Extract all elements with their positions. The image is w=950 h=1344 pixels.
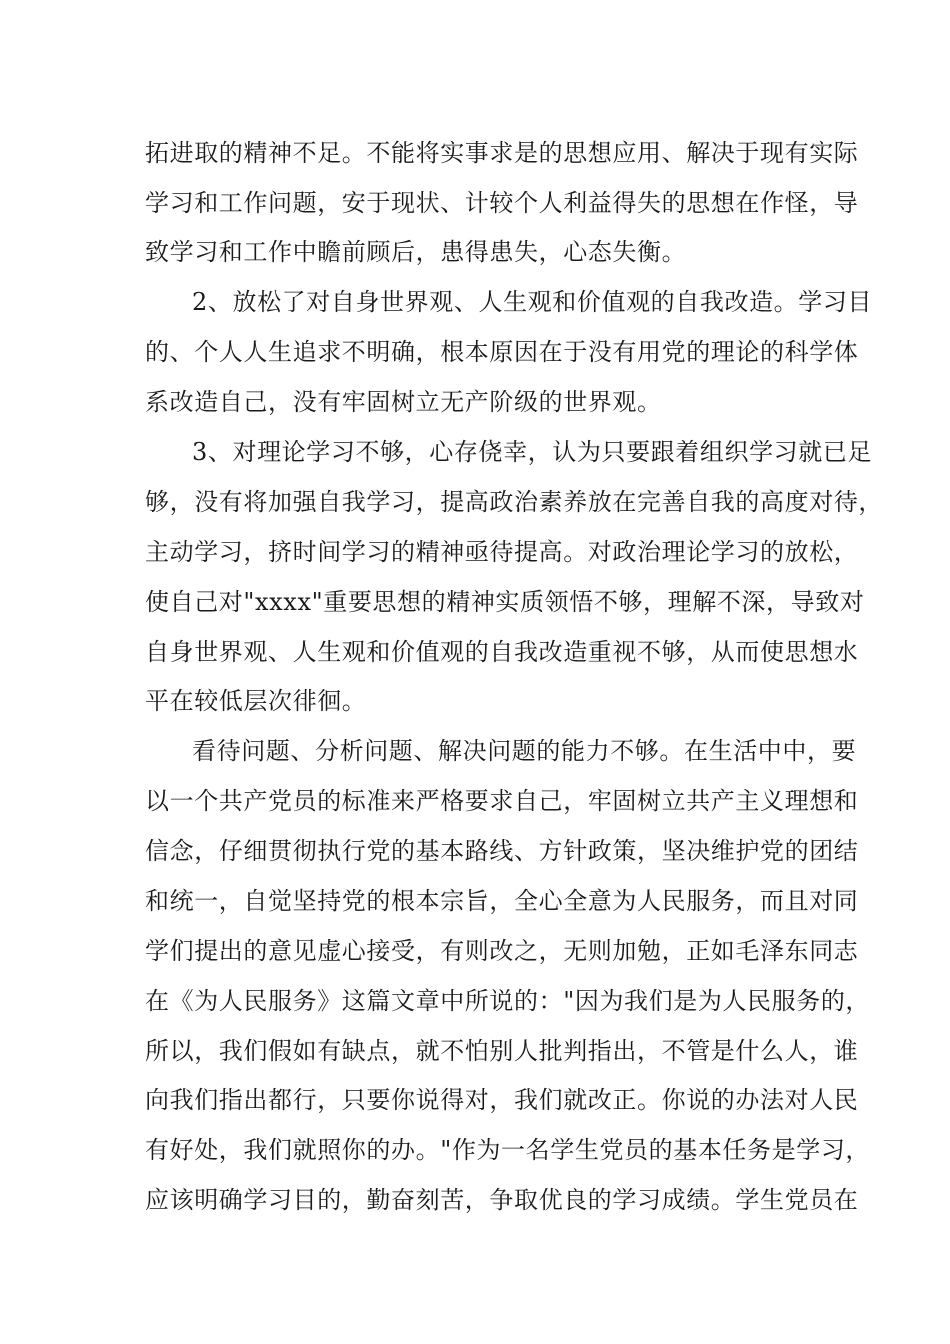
text-line: 自身世界观、人生观和价值观的自我改造重视不够，从而使思想水: [145, 638, 859, 666]
text-line: 信念，仔细贯彻执行党的基本路线、方针政策，坚决维护党的团结: [145, 837, 859, 865]
paragraph-start-line: 2、放松了对自身世界观、人生观和价值观的自我改造。学习目: [192, 288, 873, 316]
text-line: 拓进取的精神不足。不能将实事求是的思想应用、解决于现有实际: [145, 139, 859, 167]
text-line: 以一个共产党员的标准来严格要求自己，牢固树立共产主义理想和: [145, 787, 859, 815]
text-line: 主动学习，挤时间学习的精神亟待提高。对政治理论学习的放松，: [145, 538, 859, 566]
text-line: 的、个人人生追求不明确，根本原因在于没有用党的理论的科学体: [145, 338, 859, 366]
paragraph-start-line: 3、对理论学习不够，心存侥幸，认为只要跟着组织学习就已足: [192, 438, 873, 466]
text-line: 学习和工作问题，安于现状、计较个人利益得失的思想在作怪，导: [145, 189, 859, 217]
text-line: 系改造自己，没有牢固树立无产阶级的世界观。: [145, 388, 662, 416]
text-line: 应该明确学习目的，勤奋刻苦，争取优良的学习成绩。学生党员在: [145, 1186, 859, 1214]
text-line: 够，没有将加强自我学习，提高政治素养放在完善自我的高度对待，: [145, 488, 883, 516]
text-line: 向我们指出都行，只要你说得对，我们就改正。你说的办法对人民: [145, 1086, 859, 1114]
text-line: 在《为人民服务》这篇文章中所说的："因为我们是为人民服务的，: [145, 987, 871, 1015]
text-line: 所以，我们假如有缺点，就不怕别人批判指出，不管是什么人，谁: [145, 1037, 859, 1065]
text-line: 学们提出的意见虚心接受，有则改之，无则加勉，正如毛泽东同志: [145, 937, 859, 965]
text-line: 有好处，我们就照你的办。"作为一名学生党员的基本任务是学习，: [145, 1136, 871, 1164]
text-line: 平在较低层次徘徊。: [145, 687, 367, 715]
paragraph-start-line: 看待问题、分析问题、解决问题的能力不够。在生活中中，要: [192, 737, 857, 765]
text-line: 和统一，自觉坚持党的根本宗旨，全心全意为人民服务，而且对同: [145, 887, 859, 915]
text-line: 使自己对"xxxx"重要思想的精神实质领悟不够，理解不深，导致对: [145, 588, 865, 616]
text-line: 致学习和工作中瞻前顾后，患得患失，心态失衡。: [145, 238, 687, 266]
